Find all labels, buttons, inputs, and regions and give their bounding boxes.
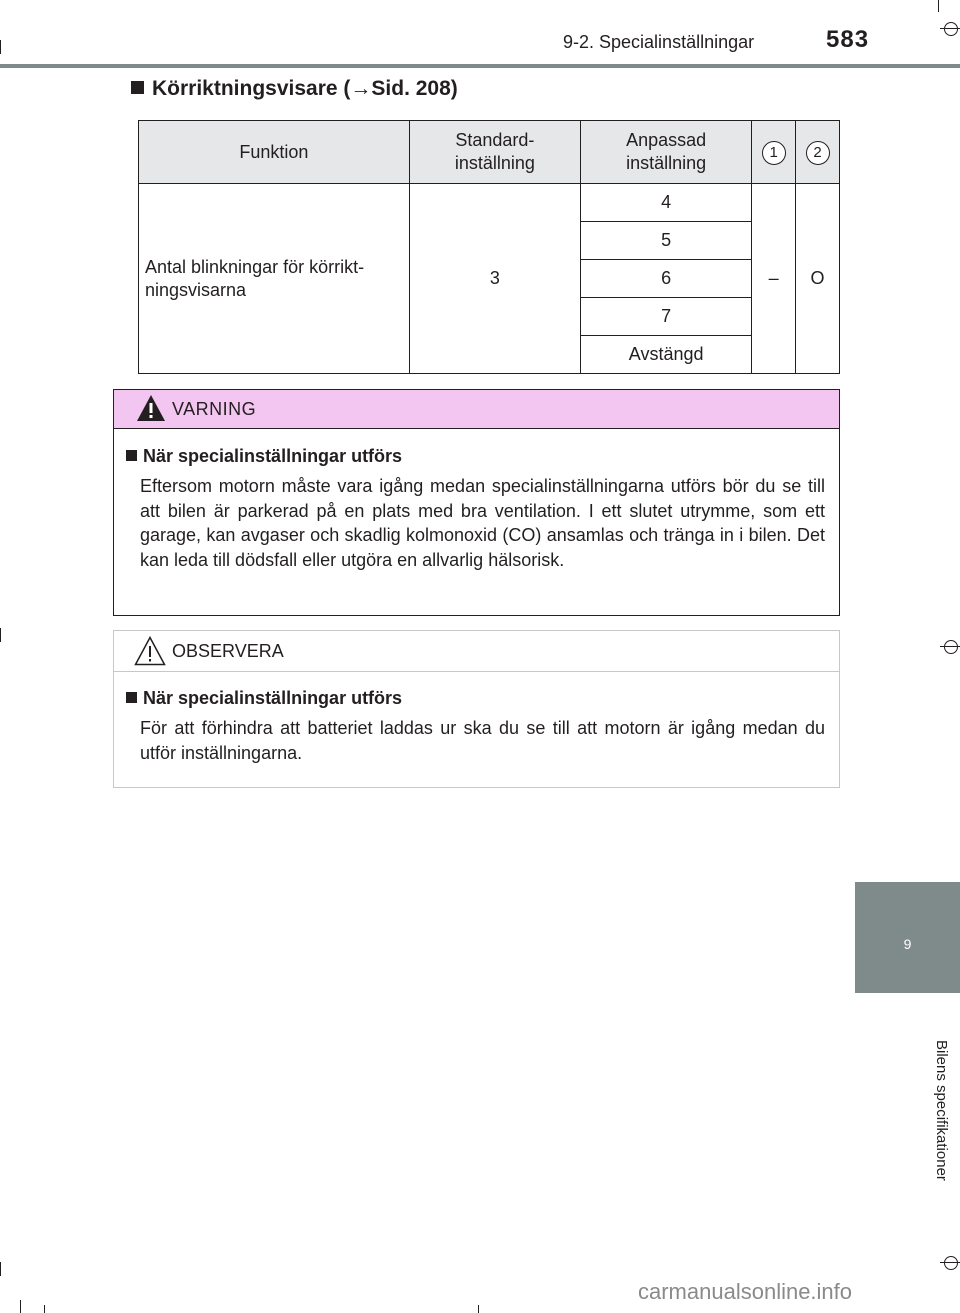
option-cell: 7 xyxy=(581,298,752,336)
col-header-1 xyxy=(752,121,796,184)
col-header-2 xyxy=(796,121,840,184)
circled-number-2-icon: 2 xyxy=(806,141,830,165)
warning-subtitle xyxy=(126,446,402,467)
warning-body: Eftersom motorn måste vara igång medan specialinställningarna utförs bör du se till att bilen är parkerad på en plats med bra ventilation. I ett slutet utrymme, som ett garage, kan avgaser och skadlig kolmonoxid (CO) ansamlas och tränga in i bilen. Det kan leda till dödsfall eller utgöra en allvarlig hälsorisk. xyxy=(140,476,825,570)
warning-header xyxy=(114,390,839,429)
warning-subtitle-text: När specialinställningar utförs xyxy=(143,446,403,466)
notice-label: OBSERVERA xyxy=(172,641,284,661)
option-cell: 6 xyxy=(581,260,752,298)
function-cell: Antal blinkningar för körrikt- ningsvisarna xyxy=(139,184,410,374)
bullet-square-icon xyxy=(131,81,144,94)
notice-box xyxy=(113,630,840,788)
notice-subtitle xyxy=(126,688,402,709)
col2-cell: O xyxy=(796,184,840,374)
table-row xyxy=(139,184,840,222)
caution-triangle-icon xyxy=(134,636,166,666)
notice-header xyxy=(114,631,839,672)
section-heading xyxy=(131,77,458,101)
warning-triangle-icon xyxy=(136,394,166,422)
col-header-function: Funktion xyxy=(139,121,410,184)
chapter-tab xyxy=(855,882,960,993)
col-header-custom: Anpassad inställning xyxy=(581,121,752,184)
option-cell: 4 xyxy=(581,184,752,222)
header-rule xyxy=(0,64,960,68)
table-header-row xyxy=(139,121,840,184)
option-cell: 5 xyxy=(581,222,752,260)
circled-number-1-icon: 1 xyxy=(762,141,786,165)
col-header-default: Standard- inställning xyxy=(409,121,580,184)
col1-cell: – xyxy=(752,184,796,374)
chapter-title: Bilens specifikationer xyxy=(933,1039,950,1181)
arrow-icon: → xyxy=(350,77,372,100)
watermark-text: carmanualsonline.info xyxy=(638,1279,853,1304)
warning-box xyxy=(113,389,840,616)
bullet-square-icon xyxy=(126,450,137,461)
warning-label: VARNING xyxy=(172,399,257,419)
default-cell: 3 xyxy=(409,184,580,374)
notice-body: För att förhindra att batteriet laddas ur ska du se till att motorn är igång medan du utför inställningarna. xyxy=(140,718,825,763)
settings-table xyxy=(138,120,840,374)
heading-text: Körriktningsvisare ( xyxy=(152,77,351,100)
bullet-square-icon xyxy=(126,692,137,703)
page-number: 583 xyxy=(826,26,870,53)
chapter-number: 9 xyxy=(903,936,912,952)
notice-subtitle-text: När specialinställningar utförs xyxy=(143,688,403,708)
option-cell: Avstängd xyxy=(581,336,752,374)
heading-page-ref[interactable]: Sid. 208) xyxy=(371,77,458,100)
section-title: 9-2. Specialinställningar xyxy=(563,32,755,52)
